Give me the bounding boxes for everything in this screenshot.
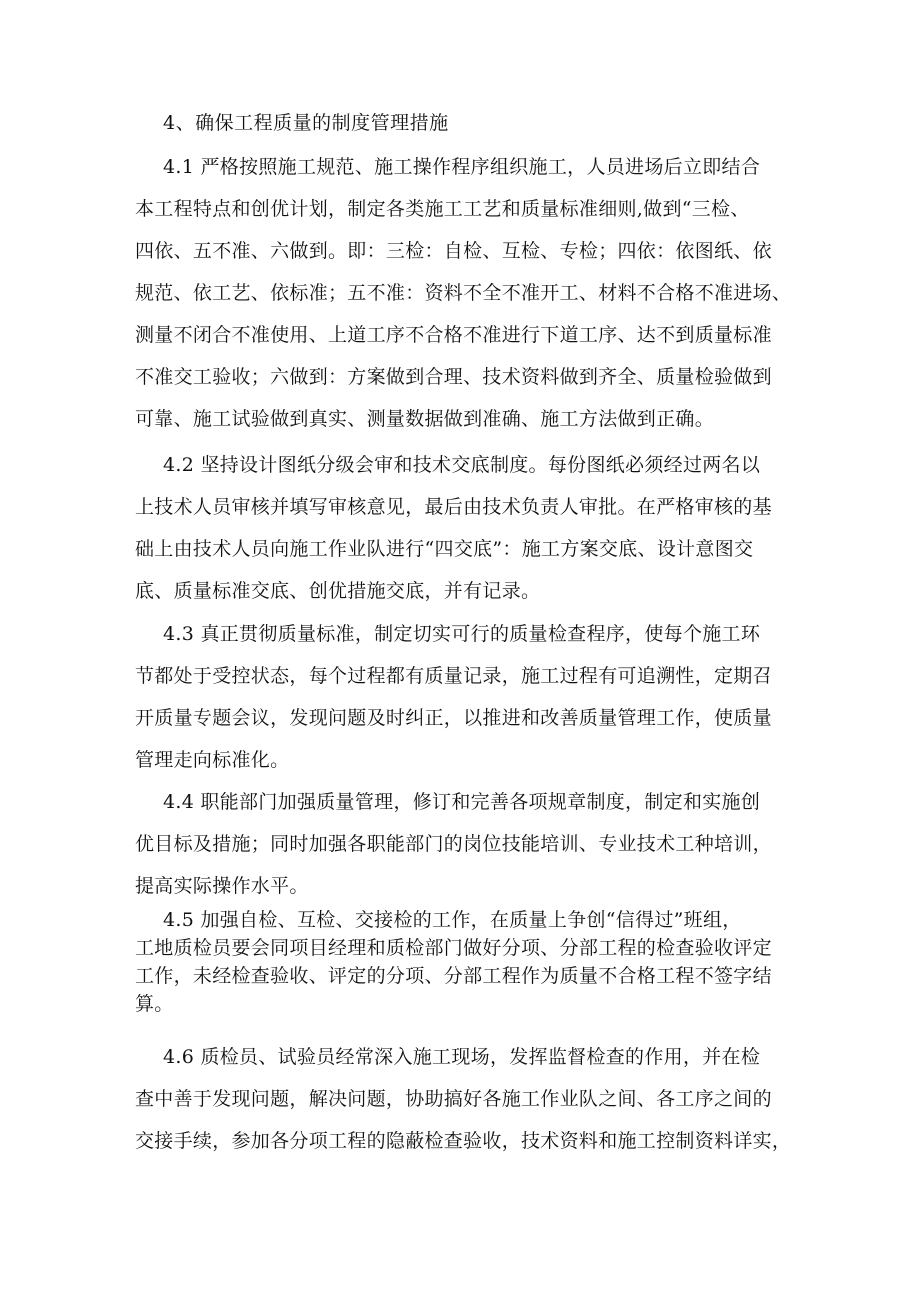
paragraph-line: 上技术人员审核并填写审核意见，最后由技术负责人审批。在严格审核的基 <box>135 496 772 518</box>
paragraph-4-6 <box>135 1036 795 1162</box>
paragraph-line: 工作，未经检查验收、评定的分项、分部工程作为质量不合格工程不签字结 <box>135 965 772 987</box>
paragraph-line: 4.1 严格按照施工规范、施工操作程序组织施工，人员进场后立即结合 <box>163 156 761 178</box>
paragraph-line: 优目标及措施；同时加强各职能部门的岗位技能培训、专业技术工种培训， <box>135 833 772 855</box>
paragraph-4-1 <box>135 146 795 440</box>
paragraph-line: 工地质检员要会同项目经理和质检部门做好分项、分部工程的检查验收评定 <box>135 937 772 959</box>
section-heading: 4、确保工程质量的制度管理措施 <box>163 112 449 134</box>
paragraph-line: 本工程特点和创优计划，制定各类施工工艺和质量标准细则,做到“三检、 <box>135 198 750 220</box>
paragraph-line: 管理走向标准化。 <box>135 749 290 771</box>
paragraph-line: 不准交工验收；六做到：方案做到合理、技术资料做到齐全、质量检验做到 <box>135 366 772 388</box>
paragraph-line: 提高实际操作水平。 <box>135 875 309 897</box>
paragraph-line: 4.6 质检员、试验员经常深入施工现场，发挥监督检查的作用，并在检 <box>163 1046 761 1068</box>
paragraph-line: 四依、五不准、六做到。即：三检：自检、互检、专检；四依：依图纸、依 <box>135 240 772 262</box>
paragraph-line: 4.5 加强自检、互检、交接检的工作，在质量上争创“信得过”班组， <box>163 909 742 931</box>
paragraph-line: 4.2 坚持设计图纸分级会审和技术交底制度。每份图纸必须经过两名以 <box>163 454 761 476</box>
paragraph-line: 底、质量标准交底、创优措施交底，并有记录。 <box>135 580 541 602</box>
paragraph-4-2 <box>135 444 795 612</box>
paragraph-line: 算。 <box>135 993 174 1015</box>
paragraph-line: 测量不闭合不准使用、上道工序不合格不准进行下道工序、达不到质量标准 <box>135 324 772 346</box>
paragraph-line: 交接手续，参加各分项工程的隐蔽检查验收，技术资料和施工控制资料详实， <box>135 1130 792 1152</box>
paragraph-line: 可靠、施工试验做到真实、测量数据做到准确、施工方法做到正确。 <box>135 408 715 430</box>
paragraph-line: 4.4 职能部门加强质量管理，修订和完善各项规章制度，制定和实施创 <box>163 791 761 813</box>
paragraph-line: 4.3 真正贯彻质量标准，制定切实可行的质量检查程序，使每个施工环 <box>163 623 761 645</box>
paragraph-line: 节都处于受控状态，每个过程都有质量记录，施工过程有可追溯性，定期召 <box>135 665 772 687</box>
paragraph-4-4 <box>135 781 795 907</box>
paragraph-line: 础上由技术人员向施工作业队进行“四交底”：施工方案交底、设计意图交 <box>135 538 754 560</box>
paragraph-line: 规范、依工艺、依标准；五不准：资料不全不准开工、材料不合格不准进场、 <box>135 282 792 304</box>
paragraph-line: 查中善于发现问题，解决问题，协助搞好各施工作业队之间、各工序之间的 <box>135 1088 772 1110</box>
paragraph-line: 开质量专题会议，发现问题及时纠正，以推进和改善质量管理工作，使质量 <box>135 707 772 729</box>
paragraph-4-3 <box>135 613 795 781</box>
paragraph-4-5 <box>135 906 795 1018</box>
